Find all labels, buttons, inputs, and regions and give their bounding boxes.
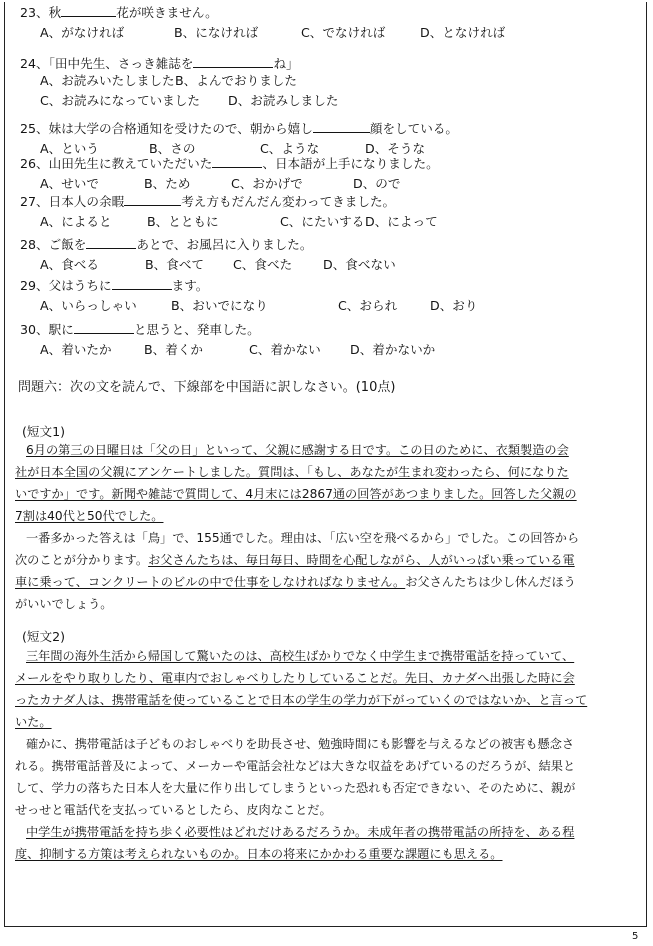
answer-blank <box>86 236 136 249</box>
option: D、食べない <box>323 257 396 272</box>
answer-blank <box>61 4 116 17</box>
option-row <box>40 297 560 314</box>
answer-blank <box>74 321 134 334</box>
option: C、着かない <box>249 342 321 357</box>
option: D、お読みしました <box>228 93 339 108</box>
stem-text: あとで、お風呂に入りました。 <box>136 237 313 252</box>
option: B、食べて <box>145 257 205 272</box>
option-row <box>40 72 560 89</box>
answer-blank <box>212 155 262 168</box>
underlined-text: 6月の第三の日曜日は「父の日」といって、父親に感謝する日です。この日のために、衣類製造の会 <box>26 443 569 457</box>
stem-text: 29、父はうちに <box>20 278 112 293</box>
question-stem <box>20 155 439 172</box>
question-stem <box>20 193 395 210</box>
passage-line <box>26 824 648 841</box>
page-number: 5 <box>632 931 639 942</box>
option: D、となければ <box>420 25 506 40</box>
passage-line <box>15 464 637 481</box>
plain-text: せっせと電話代を支払っているとしたら、皮肉なことだ。 <box>15 803 332 817</box>
stem-text: 24、「田中先生、さっき雑誌を <box>20 56 194 71</box>
option: C、ような <box>260 141 320 156</box>
option: A、着いたか <box>40 342 112 357</box>
option-row <box>40 341 560 358</box>
option: C、おられ <box>338 298 398 313</box>
stem-text: 顔をしている。 <box>369 121 458 136</box>
question-stem <box>20 55 299 72</box>
underlined-text: ったカナダ人は、携帯電話を使っていることで日本の学生の学力が下がっていくのではないか、と言って <box>15 693 588 707</box>
plain-text: がいいでしょう。 <box>15 597 113 611</box>
passage-line <box>15 486 637 503</box>
stem-text: 25、妹は大学の合格通知を受けたので、朝から嬉し <box>20 121 313 136</box>
option: B、になければ <box>174 25 259 40</box>
option: A、がなければ <box>40 25 125 40</box>
option: C、にたいする <box>280 214 365 229</box>
passage-line <box>15 692 637 709</box>
option: B、着くか <box>144 342 204 357</box>
plain-text: お父さんたちは少し休んだほう <box>405 575 576 589</box>
option: D、そうな <box>365 141 426 156</box>
underlined-text: いた。 <box>15 715 52 729</box>
plain-text: れる。携帯電話普及によって、メーカーや電話会社などは大きな収益をあげているのだろうが、結果と <box>15 759 576 773</box>
option: B、よんでおりました <box>175 73 297 88</box>
passage-line <box>15 714 637 731</box>
passage-line <box>26 736 648 753</box>
passage-label: (短文1) <box>22 424 66 439</box>
answer-blank <box>112 277 172 290</box>
underlined-text: 三年間の海外生活から帰国して驚いたのは、高校生ばかりでなく中学生まで携帯電話を持っていて、 <box>26 649 575 663</box>
option: A、お読みいたしました <box>40 73 175 88</box>
stem-text: 、日本語が上手になりました。 <box>262 156 439 171</box>
passage-line <box>15 670 637 687</box>
stem-text: 26、山田先生に教えていただいた <box>20 156 213 171</box>
option: D、着かないか <box>350 342 436 357</box>
plain-text: 確かに、携帯電話は子どものおしゃべりを助長させ、勉強時間にも影響を与えるなどの被害も懸念さ <box>26 737 575 751</box>
passage-line <box>26 648 648 665</box>
plain-text: 一番多かった答えは「鳥」で、155通でした。理由は、「広い空を飛べるから」でした。この回答から <box>26 531 580 545</box>
passage-line <box>15 508 637 525</box>
option-row <box>40 24 560 41</box>
section-heading: 問題六：次の文を読んで、下線部を中国語に訳しなさい。(10点) <box>18 380 396 395</box>
option: C、でなければ <box>301 25 386 40</box>
stem-text: 27、日本人の余暇 <box>20 194 125 209</box>
option: A、によると <box>40 214 112 229</box>
option: D、おり <box>430 298 478 313</box>
option-row <box>40 175 560 192</box>
stem-text: ます。 <box>171 278 209 293</box>
passage-line <box>15 574 637 591</box>
stem-text: と思うと、発車した。 <box>133 322 260 337</box>
answer-blank <box>193 55 273 68</box>
underlined-text: お父さんたちは、毎日毎日、時間を心配しながら、人がいっぱい乗っている電 <box>148 553 575 567</box>
option: D、ので <box>353 176 401 191</box>
passage-line <box>15 596 637 613</box>
option: A、せいで <box>40 176 99 191</box>
underlined-text: 7割は40代と50代でした。 <box>15 509 164 523</box>
stem-text: 花が咲きません。 <box>116 5 218 20</box>
option-row <box>40 213 560 230</box>
stem-text: 考え方もだんだん変わってきました。 <box>181 194 396 209</box>
question-stem <box>20 321 260 338</box>
option: C、食べた <box>233 257 293 272</box>
option: C、おかげで <box>231 176 303 191</box>
underlined-text: 度、抑制する方策は考えられないものか。日本の将来にかかわる重要な課題にも思える。 <box>15 847 503 861</box>
stem-text: 28、ご飯を <box>20 237 87 252</box>
underlined-text: メールをやり取りしたり、電車内でおしゃべりしたりしていることだ。先日、カナダへ出張した時に会 <box>15 671 575 685</box>
passage-line <box>26 442 648 459</box>
stem-text: 30、駅に <box>20 322 74 337</box>
passage-line <box>15 802 637 819</box>
question-stem <box>20 277 208 294</box>
underlined-text: 車に乗って、コンクリートのビルの中で仕事をしなければなりません。 <box>15 575 406 589</box>
question-stem <box>20 4 218 21</box>
answer-blank <box>313 120 370 133</box>
option: B、ため <box>144 176 191 191</box>
underlined-text: 社が日本全国の父親にアンケートしました。質問は、「もし、あなたが生まれ変わったら、何になりた <box>15 465 569 479</box>
option-row <box>40 92 560 109</box>
plain-text: して、学力の落ちた日本人を大量に作り出してしまうといった恐れも否定できない、そのために、親が <box>15 781 576 795</box>
option: B、とともに <box>147 214 219 229</box>
passage-line <box>15 758 637 775</box>
passage-line <box>26 530 648 547</box>
option: A、という <box>40 141 99 156</box>
answer-blank <box>124 193 181 206</box>
option: B、おいでになり <box>171 298 268 313</box>
stem-text: 23、秋 <box>20 5 62 20</box>
option: B、さの <box>149 141 196 156</box>
stem-text: ね」 <box>273 56 299 71</box>
underlined-text: 中学生が携帯電話を持ち歩く必要性はどれだけあるだろうか。未成年者の携帯電話の所持を、ある程 <box>26 825 575 839</box>
option-row <box>40 256 560 273</box>
plain-text: 次のことが分かります。 <box>15 553 149 567</box>
option: D、によって <box>365 214 438 229</box>
question-stem <box>20 120 458 137</box>
passage-label: (短文2) <box>22 629 66 644</box>
option: A、いらっしゃい <box>40 298 137 313</box>
passage-line <box>15 552 637 569</box>
option: C、お読みになっていました <box>40 93 200 108</box>
underlined-text: いですか」です。新聞や雑誌で質問して、4月末には2867通の回答があつまりました。回答した父親の <box>15 487 577 501</box>
passage-line <box>15 846 637 863</box>
question-stem <box>20 236 312 253</box>
passage-line <box>15 780 637 797</box>
option: A、食べる <box>40 257 99 272</box>
